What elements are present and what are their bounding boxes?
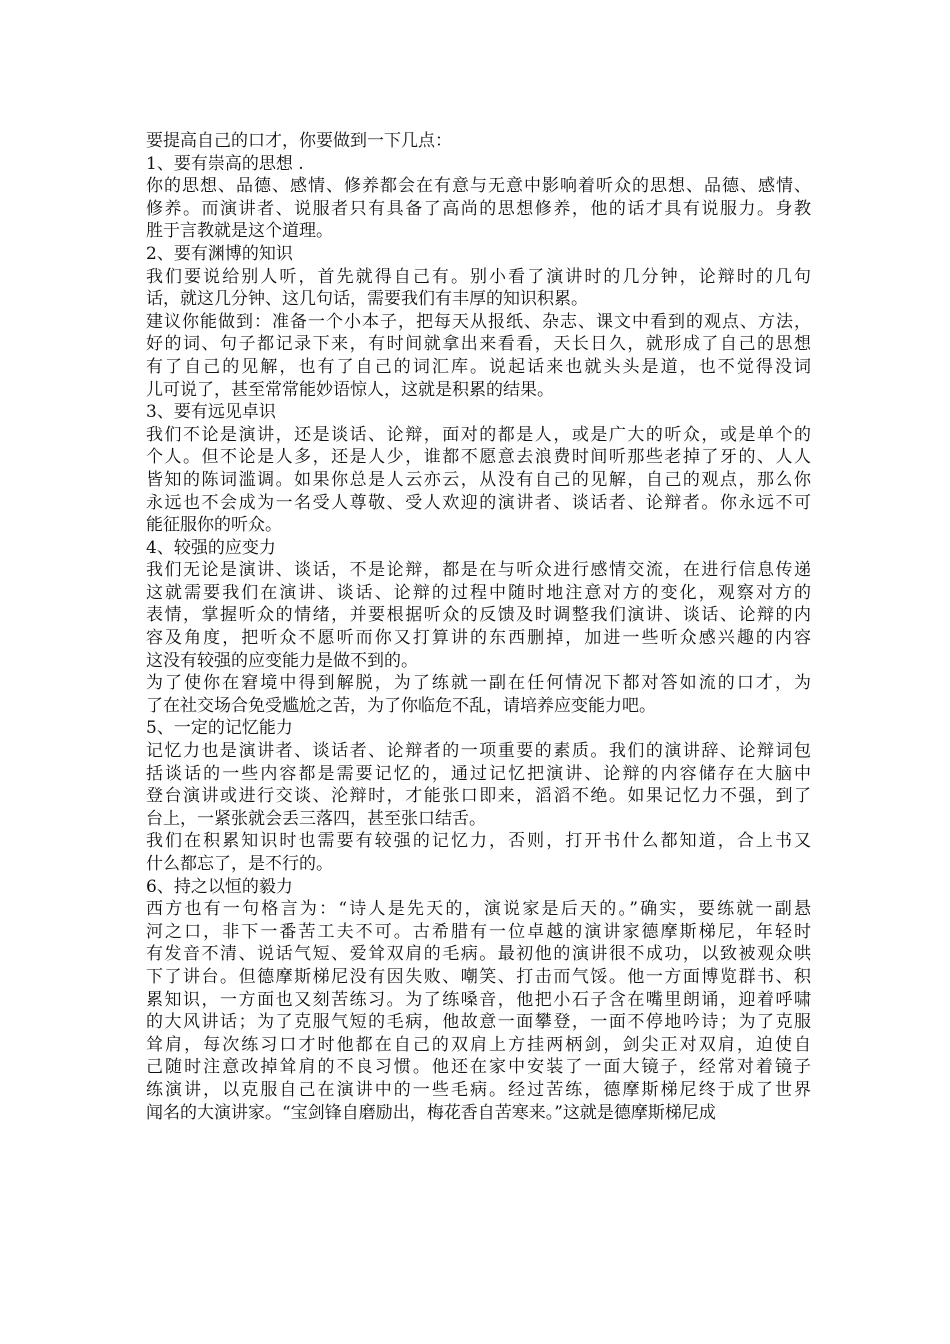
paragraph-line: 儿可说了，甚至常常能妙语惊人，这就是积累的结果。	[146, 379, 554, 400]
paragraph-line: 表情，掌握听众的情绪，并要根据听众的反馈及时调整我们演讲、谈话、论辩的内	[146, 605, 811, 626]
document-page	[146, 130, 811, 1124]
paragraph-line: 台上，一紧张就会丢三落四，甚至张口结舌。	[146, 808, 486, 829]
paragraph-line: 记忆力也是演讲者、谈话者、论辩者的一项重要的素质。我们的演讲辞、论辩词包	[146, 741, 811, 762]
document-intro: 要提高自己的口才，你要做到一下几点：	[146, 131, 452, 151]
paragraph-line: 下了讲台。但德摩斯梯尼没有因失败、嘲笑、打击而气馁。他一方面博览群书、积	[146, 966, 811, 987]
paragraph-line: 话，就这几分钟、这几句话，需要我们有丰厚的知识积累。	[146, 289, 588, 310]
section-heading: 6、持之以恒的毅力	[146, 876, 293, 897]
paragraph-line: 修养。而演讲者、说服者只有具备了高尚的思想修养，他的话才具有说服力。身教	[146, 198, 811, 219]
paragraph-line: 耸肩，每次练习口才时他都在自己的双肩上方挂两柄剑，剑尖正对双肩，迫使自	[146, 1034, 811, 1055]
paragraph-line: 我们无论是演讲、谈话，不是论辩，都是在与听众进行感情交流，在进行信息传递	[146, 560, 811, 581]
paragraph-line: 容及角度，把听众不愿听而你又打算讲的东西删掉，加进一些听众感兴趣的内容	[146, 628, 811, 649]
section-heading: 2、要有渊博的知识	[146, 243, 293, 264]
paragraph-line: 为了使你在窘境中得到解脱，为了练就一副在任何情况下都对答如流的口才，为	[146, 673, 811, 694]
paragraph-line: 练演讲，以克服自己在演讲中的一些毛病。经过苦练，德摩斯梯尼终于成了世界	[146, 1079, 811, 1100]
paragraph-line: 我们要说给别人听，首先就得自己有。别小看了演讲时的几分钟，论辩时的几句	[146, 266, 811, 287]
section-heading: 4、较强的应变力	[146, 537, 276, 558]
paragraph-line: 括谈话的一些内容都是需要记忆的，通过记忆把演讲、论辩的内容储存在大脑中	[146, 763, 811, 784]
paragraph-line: 胜于言教就是这个道理。	[146, 221, 333, 242]
section-heading: 5、一定的记忆能力	[146, 718, 293, 739]
paragraph-line: 有发音不清、说话气短、爱耸双肩的毛病。最初他的演讲很不成功，以致被观众哄	[146, 944, 811, 965]
paragraph-line: 西方也有一句格言为：“诗人是先天的，演说家是后天的。”确实，要练就一副悬	[146, 899, 811, 920]
paragraph-line: 你的思想、品德、感情、修养都会在有意与无意中影响着听众的思想、品德、感情、	[146, 176, 811, 197]
section-heading: 1、要有崇高的思想 .	[146, 153, 304, 174]
paragraph-line: 我们不论是演讲，还是谈话、论辩，面对的都是人，或是广大的听众，或是单个的	[146, 424, 811, 445]
section-heading: 3、要有远见卓识	[146, 402, 276, 423]
paragraph-line: 个人。但不论是人多，还是人少，谁都不愿意去浪费时间听那些老掉了牙的、人人	[146, 447, 811, 468]
paragraph-line: 登台演讲或进行交谈、沦辩时，才能张口即来，滔滔不绝。如果记忆力不强，到了	[146, 786, 811, 807]
paragraph-line: 好的词、句子都记录下来，有时间就拿出来看看，天长日久，就形成了自己的思想	[146, 334, 811, 355]
paragraph-line: 建议你能做到：准备一个小本子，把每天从报纸、杂志、课文中看到的观点、方法，	[146, 311, 811, 332]
paragraph-line: 闻名的大演讲家。“宝剑锋自磨励出，梅花香自苦寒来。”这就是德摩斯梯尼成	[146, 1102, 716, 1123]
paragraph-line: 这就需要我们在演讲、谈话、论辩的过程中随时地注意对方的变化，观察对方的	[146, 582, 811, 603]
paragraph-line: 有了自己的见解，也有了自己的词汇库。说起话来也就头头是道，也不觉得没词	[146, 356, 811, 377]
paragraph-line: 河之口，非下一番苦工夫不可。古希腊有一位卓越的演讲家德摩斯梯尼，年轻时	[146, 921, 811, 942]
paragraph-line: 能征服你的听众。	[146, 515, 282, 536]
paragraph-line: 永远也不会成为一名受人尊敬、受人欢迎的演讲者、谈话者、论辩者。你永远不可	[146, 492, 811, 513]
paragraph-line: 这没有较强的应变能力是做不到的。	[146, 650, 418, 671]
paragraph-line: 己随时注意改掉耸肩的不良习惯。他还在家中安装了一面大镜子，经常对着镜子	[146, 1057, 811, 1078]
paragraph-line: 了在社交场合免受尴尬之苦，为了你临危不乱，请培养应变能力吧。	[146, 695, 656, 716]
paragraph-line: 皆知的陈词滥调。如果你总是人云亦云，从没有自己的见解，自己的观点，那么你	[146, 469, 811, 490]
paragraph-line: 的大风讲话；为了克服气短的毛病，他故意一面攀登，一面不停地吟诗；为了克服	[146, 1012, 811, 1033]
paragraph-line: 什么都忘了，是不行的。	[146, 854, 333, 874]
paragraph-line: 累知识，一方面也又刻苦练习。为了练嗓音，他把小石子含在嘴里朗诵，迎着呼啸	[146, 989, 811, 1010]
paragraph-line: 我们在积累知识时也需要有较强的记忆力，否则，打开书什么都知道，合上书又	[146, 831, 811, 852]
